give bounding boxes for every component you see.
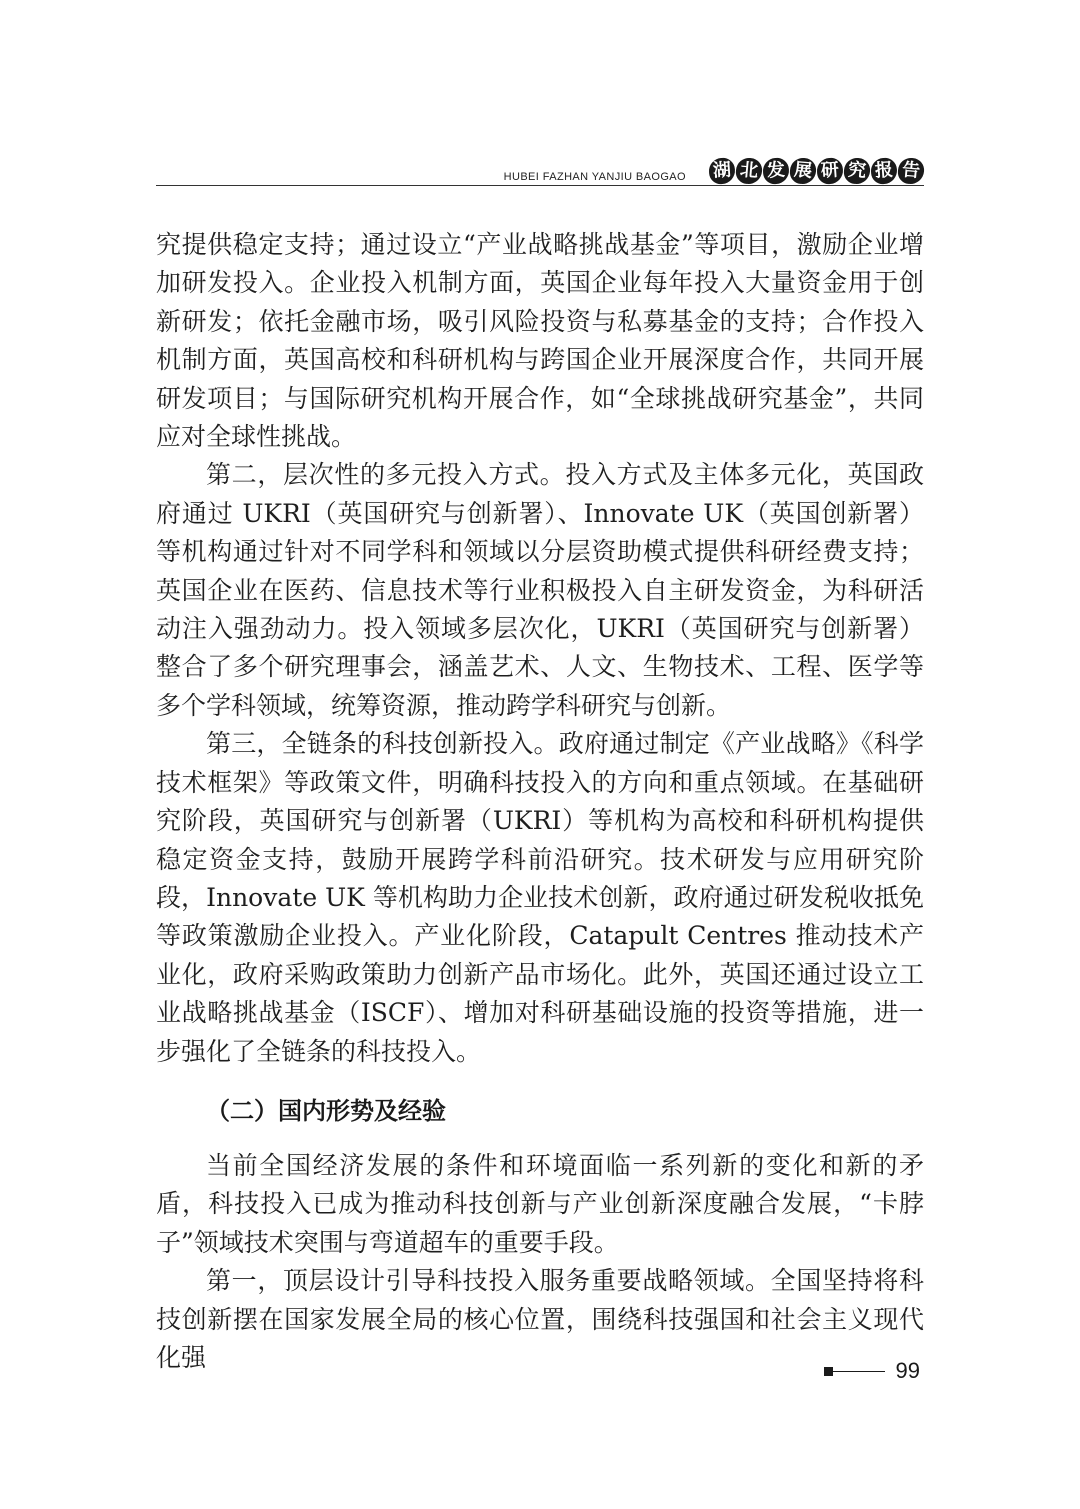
paragraph-second-point: 第二，层次性的多元投入方式。投入方式及主体多元化，英国政府通过 UKRI（英国研究与创新署）、Innovate UK（英国创新署）等机构通过针对不同学科和领域以分层资助模式提供科研经费支持；英国企业在医药、信息技术等行业积极投入自主研发资金，为科研活动注入强劲动力。投入领域多层次化，UKRI（英国研究与创新署）整合了多个研究理事会，涵盖艺术、人文、生物技术、工程、医学等多个学科领域，统筹资源，推动跨学科研究与创新。 [156, 460, 924, 720]
page-footer [824, 1356, 924, 1386]
header-divider [156, 185, 924, 186]
page-number: 99 [895, 1358, 920, 1383]
header-char: 究 [843, 157, 871, 185]
header-char: 展 [789, 157, 817, 185]
footer-rule [833, 1371, 885, 1372]
paragraph-third-point: 第三，全链条的科技创新投入。政府通过制定《产业战略》《科学技术框架》等政策文件，明确科技投入的方向和重点领域。在基础研究阶段，英国研究与创新署（UKRI）等机构为高校和科研机构提供稳定资金支持，鼓励开展跨学科前沿研究。技术研发与应用研究阶段，Innovate UK 等机构助力企业技术创新，政府通过研发税收抵免等政策激励企业投入。产业化阶段，Catapult Centres 推动技术产业化，政府采购政策助力创新产品市场化。此外，英国还通过设立工业战略挑战基金（ISCF）、增加对科研基础设施的投资等措施，进一步强化了全链条的科技投入。 [156, 729, 924, 1066]
header-chinese-title [709, 158, 924, 184]
page-body [156, 226, 924, 1377]
header-char: 告 [897, 157, 925, 185]
header-char: 湖 [708, 157, 736, 185]
section-heading: （二）国内形势及经验 [206, 1096, 446, 1125]
header-char: 北 [735, 157, 763, 185]
header-char: 报 [870, 157, 898, 185]
paragraph-first-point: 第一，顶层设计引导科技投入服务重要战略领域。全国坚持将科技创新摆在国家发展全局的核心位置，围绕科技强国和社会主义现代化强 [156, 1266, 924, 1372]
header-english-title: HUBEI FAZHAN YANJIU BAOGAO [503, 171, 686, 183]
footer-square-marker [824, 1367, 833, 1376]
header-char: 发 [762, 157, 790, 185]
header-char: 研 [816, 157, 844, 185]
running-header [156, 150, 924, 186]
paragraph-continuation: 究提供稳定支持；通过设立“产业战略挑战基金”等项目，激励企业增加研发投入。企业投入机制方面，英国企业每年投入大量资金用于创新研发；依托金融市场，吸引风险投资与私募基金的支持；合作投入机制方面，英国高校和科研机构与跨国企业开展深度合作，共同开展研发项目；与国际研究机构开展合作，如“全球挑战研究基金”，共同应对全球性挑战。 [156, 230, 924, 452]
paragraph-domestic-intro: 当前全国经济发展的条件和环境面临一系列新的变化和新的矛盾，科技投入已成为推动科技创新与产业创新深度融合发展，“卡脖子”领域技术突围与弯道超车的重要手段。 [156, 1150, 924, 1257]
